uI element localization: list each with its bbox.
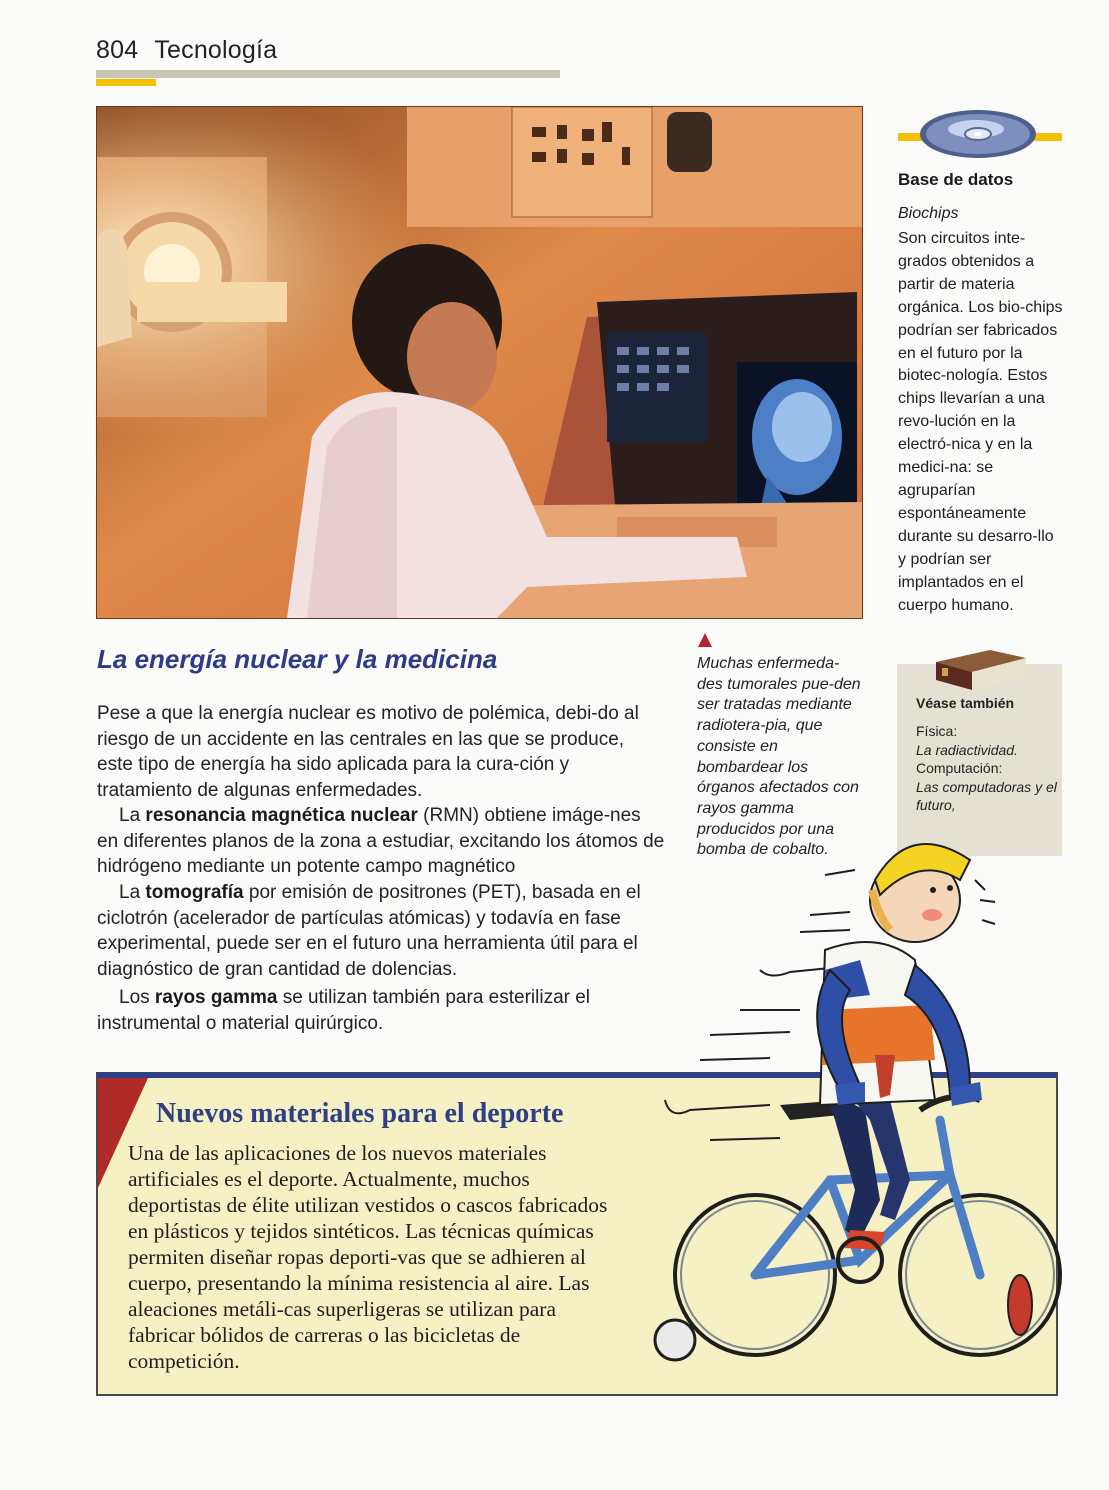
article-paragraph bbox=[97, 803, 665, 880]
see-also-topic: Física: bbox=[916, 723, 958, 739]
see-also-title: Véase también bbox=[916, 695, 1015, 711]
book-icon bbox=[930, 644, 1030, 694]
photo-caption: Muchas enfermeda-des tumorales pue-den ser tratadas mediante radiotera-pia, que consiste en bombardear los órganos afectados con rayos gamma producidos por una bomba de cobalto. bbox=[697, 655, 861, 859]
term-tomografia: tomografía bbox=[145, 882, 244, 903]
sidebar-text: Son circuitos inte-grados obtenidos a partir de materia orgánica. Los bio-chips podrían ser fabricados en el futuro por la biotec-nología. Estos chips llevarían a una revo-lución en la electró-nica y en la medici-na: se agruparían espontáneamente durante su desarro-llo y podrían ser implantados en el cuerpo humano. bbox=[898, 230, 1063, 614]
mri-control-room-photo bbox=[96, 106, 863, 619]
see-also-topic: Computación: bbox=[916, 760, 1003, 777]
cd-disc-icon bbox=[918, 108, 1038, 160]
box-title: Nuevos materiales para el deporte bbox=[156, 1098, 564, 1129]
term-rayos-gamma: rayos gamma bbox=[154, 987, 278, 1008]
header-rule-accent bbox=[96, 79, 156, 86]
article-paragraph bbox=[97, 701, 665, 803]
paragraph-text: Los bbox=[119, 987, 155, 1008]
paragraph-text: por emisión de positrones (PET), basada en el ciclotrón (acelerador de partículas atómicas) y todavía en fase experimental, puede ser en el futuro una herramienta útil para el diagnóstico de gran cantidad de dolencias. bbox=[97, 882, 641, 980]
sidebar-title: Base de datos bbox=[898, 170, 1014, 189]
article-paragraph bbox=[97, 985, 665, 1036]
caption-pointer-icon bbox=[698, 633, 712, 647]
article-title: La energía nuclear y la medicina bbox=[97, 644, 498, 674]
see-also-link[interactable]: Las computadoras y el futuro, bbox=[916, 778, 1057, 814]
section-title: Tecnología bbox=[154, 36, 278, 64]
paragraph-text: se utilizan también para esterilizar el instrumental o material quirúrgico. bbox=[97, 987, 591, 1034]
term-rmn: resonancia magnética nuclear bbox=[145, 805, 418, 826]
article-paragraph bbox=[97, 880, 665, 982]
box-text: Una de las aplicaciones de los nuevos materiales artificiales es el deporte. Actualmente, muchos deportistas de élite utilizan vestidos o cascos fabricados en plásticos y tejidos sintéticos. Las técnicas químicas permiten diseñar ropas deporti-vas que se adhieren al cuerpo, presentando la mínima resistencia al aire. Las aleaciones metáli-cas superligeras se utilizan para fabricar bólidos de carreras o las bicicletas de competición. bbox=[128, 1141, 608, 1373]
paragraph-text: (RMN) obtiene imáge-nes en diferentes planos de la zona a estudiar, excitando los átomos de hidrógeno mediante un potente campo magnético bbox=[97, 805, 665, 877]
page-number: 804 bbox=[96, 36, 139, 64]
see-also-list bbox=[916, 722, 1066, 815]
paragraph-text: La bbox=[119, 805, 146, 826]
paragraph-text: La bbox=[119, 882, 146, 903]
see-also-link[interactable]: La radiactividad. bbox=[916, 741, 1018, 758]
header-rule bbox=[96, 70, 560, 78]
page-header bbox=[96, 36, 277, 65]
paragraph-text: Pese a que la energía nuclear es motivo de polémica, debi-do al riesgo de un accidente en las centrales en las que se produce, este tipo de energía ha sido aplicada para la cura-ción y tratamiento de algunas enfermedades. bbox=[97, 703, 639, 801]
sidebar-subtitle: Biochips bbox=[898, 205, 959, 222]
cyclist-illustration bbox=[650, 820, 1070, 1380]
